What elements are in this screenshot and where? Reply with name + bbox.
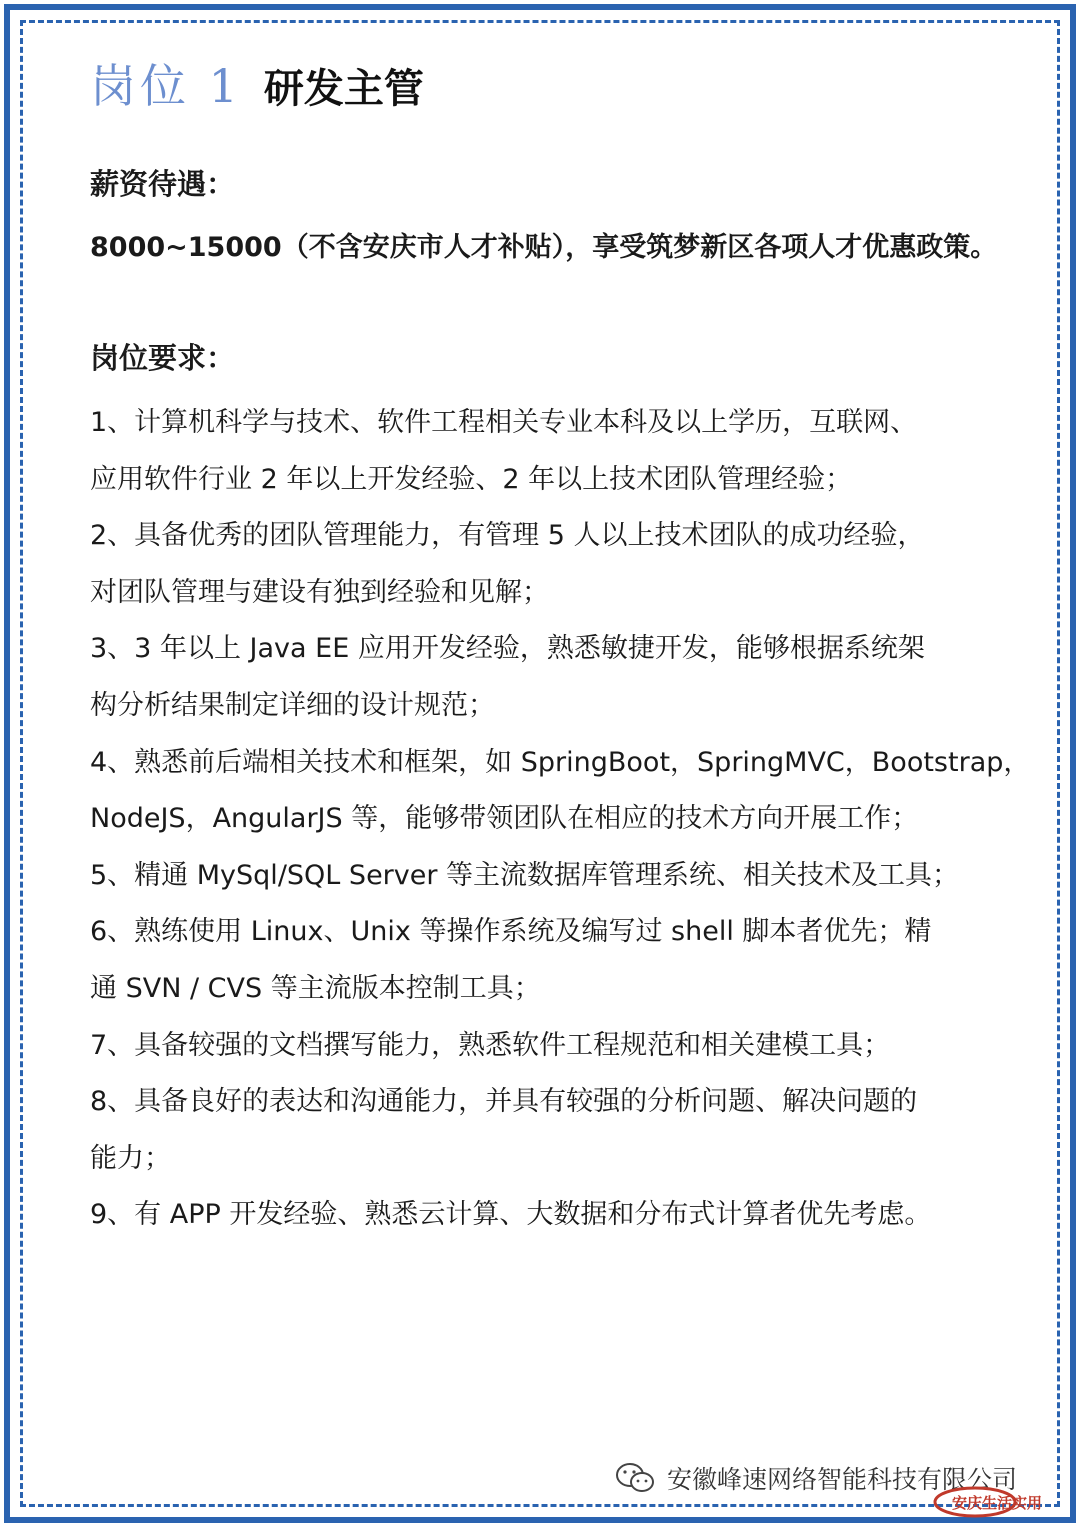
salary-heading: 薪资待遇： <box>90 167 236 201</box>
job-posting <box>90 50 1031 1244</box>
requirement-line: 能力； <box>90 1142 171 1174</box>
requirement-line: 构分析结果制定详细的设计规范； <box>90 689 495 721</box>
requirement-line: 对团队管理与建设有独到经验和见解； <box>90 576 549 608</box>
requirement-line: 6、熟练使用 Linux、Unix 等操作系统及编写过 shell 脚本者优先；精 <box>90 916 932 948</box>
requirements-list <box>90 395 1031 1244</box>
requirement-line: 9、有 APP 开发经验、熟悉云计算、大数据和分布式计算者优先考虑。 <box>90 1199 932 1231</box>
requirement-line: 应用软件行业 2 年以上开发经验、2 年以上技术团队管理经验； <box>90 463 853 495</box>
requirement-line: 2、具备优秀的团队管理能力，有管理 5 人以上技术团队的成功经验， <box>90 520 925 552</box>
page-title <box>90 50 1010 120</box>
requirement-line: 5、精通 MySql/SQL Server 等主流数据库管理系统、相关技术及工具； <box>90 859 960 891</box>
requirement-line: 3、3 年以上 Java EE 应用开发经验，熟悉敏捷开发，能够根据系统架 <box>90 633 925 665</box>
title-prefix: 岗位 1 <box>90 59 242 113</box>
salary-text: 8000~15000（不含安庆市人才补贴），享受筑梦新区各项人才优惠政策。 <box>90 232 998 263</box>
requirement-line: 8、具备良好的表达和沟通能力，并具有较强的分析问题、解决问题的 <box>90 1086 918 1118</box>
aqlife-logo-icon <box>930 1478 1070 1524</box>
company-name: 安徽峰速网络智能科技有限公司 <box>667 1465 1018 1494</box>
wechat-icon <box>615 1461 655 1495</box>
requirement-line: 通 SVN / CVS 等主流版本控制工具； <box>90 972 541 1004</box>
title-text: 研发主管 <box>263 66 424 112</box>
requirement-line: 4、熟悉前后端相关技术和框架，如 SpringBoot，SpringMVC，Bootstrap， <box>90 746 1031 778</box>
requirement-line: NodeJS，AngularJS 等，能够带领团队在相应的技术方向开展工作； <box>90 803 919 835</box>
logo-text: 安庆生活实用 <box>952 1494 1043 1512</box>
requirement-line: 1、计算机科学与技术、软件工程相关专业本科及以上学历，互联网、 <box>90 407 918 438</box>
requirement-line: 7、具备较强的文档撰写能力，熟悉软件工程规范和相关建模工具； <box>90 1029 891 1061</box>
requirements-heading: 岗位要求： <box>90 341 236 375</box>
